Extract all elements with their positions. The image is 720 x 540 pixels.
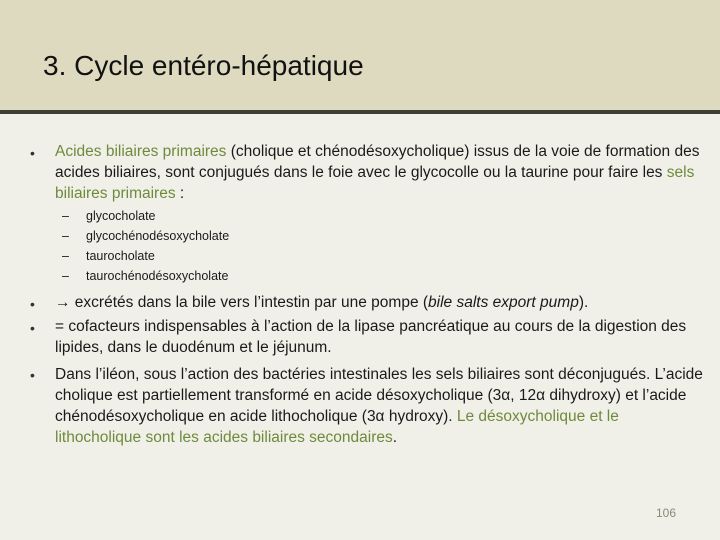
dash: – bbox=[62, 229, 69, 243]
bullet-2: • bbox=[30, 296, 35, 312]
slide-title: 3. Cycle entéro-hépatique bbox=[43, 50, 364, 81]
sub-item bbox=[62, 266, 228, 286]
excretion-end: ). bbox=[578, 294, 589, 311]
page-number: 106 bbox=[656, 506, 677, 520]
bullet-4: • bbox=[30, 367, 35, 383]
paragraph-excretion bbox=[55, 292, 705, 313]
dash: – bbox=[62, 209, 69, 223]
paragraph-cofactors: = cofacteurs indispensables à l’action de la lipase pancréatique au cours de la digestion des lipides, dans le duodénum et le jéjunum. bbox=[55, 318, 687, 356]
pump-name: bile salts export pump bbox=[428, 294, 579, 311]
sub-item-label: glycocholate bbox=[86, 209, 156, 223]
paragraph-primary-acids bbox=[55, 141, 705, 204]
bullet-1: • bbox=[30, 145, 35, 161]
title-divider bbox=[0, 110, 720, 114]
sub-item-label: taurochénodésoxycholate bbox=[86, 269, 229, 283]
ileum-text: Dans l’iléon, sous l’action des bactéries intestinales les sels biliaires sont déconjugués. L’acide cholique est partiellement transformé en acide désoxycholique (3α, 12α dihydroxy) et l’acide chénodésoxycholique en acide lithocholique (3α hydroxy). bbox=[55, 366, 703, 425]
excretion-text: excrétés dans la bile vers l’intestin par une pompe ( bbox=[70, 294, 429, 311]
dash: – bbox=[62, 269, 69, 283]
sub-item bbox=[62, 226, 229, 246]
primary-acids-text: (cholique et chénodésoxycholique) issus de la voie de formation des acides biliaires, sont conjugués dans le foie avec le glycocolle ou la taurine pour faire les bbox=[55, 143, 700, 181]
secondary-acids-term: Le désoxycholique et le lithocholique sont les acides biliaires secondaires bbox=[55, 408, 619, 446]
primary-salts-term: sels biliaires primaires bbox=[55, 164, 695, 202]
primary-acids-colon: : bbox=[175, 185, 185, 202]
sub-item bbox=[62, 246, 155, 266]
sub-item-label: glycochénodésoxycholate bbox=[86, 229, 230, 243]
title-bar bbox=[0, 0, 720, 110]
arrow-icon: → bbox=[55, 294, 71, 311]
dash: – bbox=[62, 249, 69, 263]
paragraph-ileum bbox=[55, 364, 705, 448]
primary-acids-term: Acides biliaires primaires bbox=[55, 143, 227, 160]
sub-item-label: taurocholate bbox=[86, 249, 155, 263]
sub-item bbox=[62, 206, 156, 226]
ileum-end: . bbox=[392, 429, 398, 446]
bullet-3: • bbox=[30, 320, 35, 336]
